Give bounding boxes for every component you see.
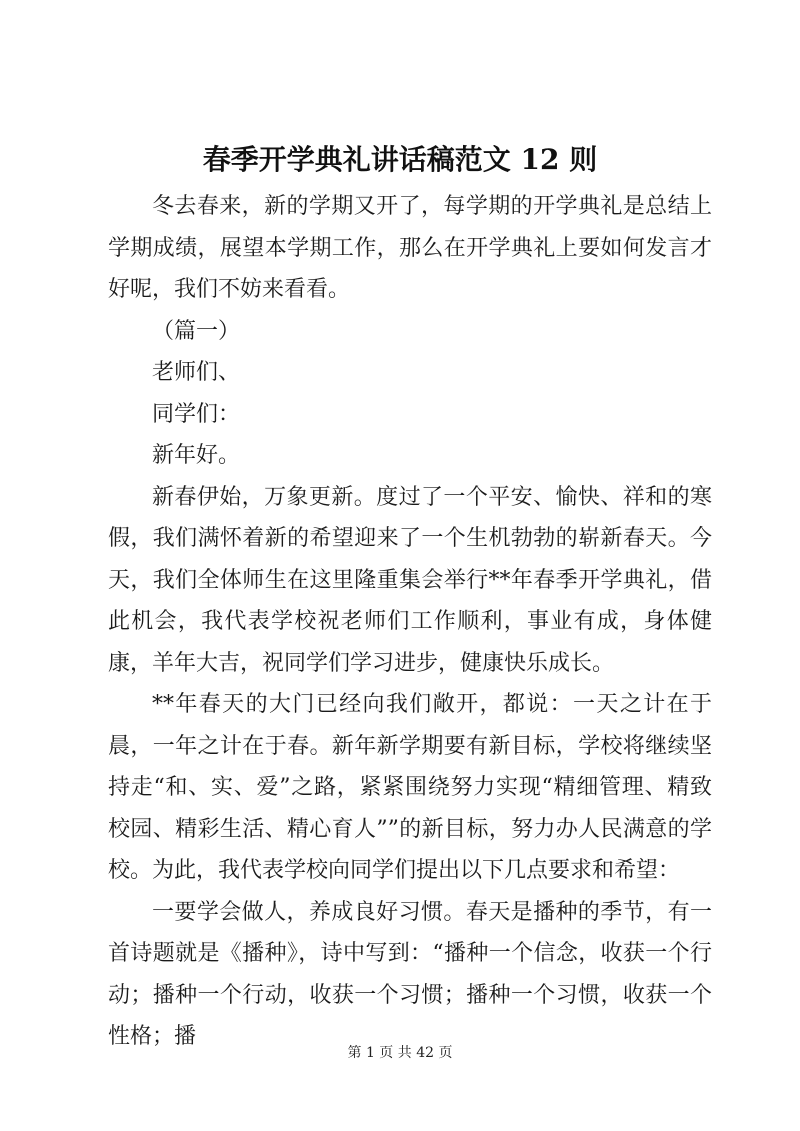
greeting: 新年好。: [152, 443, 241, 468]
body-paragraph: 新春伊始，万象更新。度过了一个平安、愉快、祥和的寒假，我们满怀着新的希望迎来了一个生机勃勃的崭新春天。今天，我们全体师生在这里隆重集会举行**年春季开学典礼，借此机会，我代表学校祝老师们工作顺利，事业有成，身体健康，羊年大吉，祝同学们学习进步，健康快乐成长。: [108, 484, 712, 676]
document-title: 春季开学典礼讲话稿范文 12 则: [202, 143, 598, 176]
page-number: 第 1 页 共 42 页: [347, 1045, 453, 1061]
page-footer: [0, 1043, 800, 1063]
section-heading: （篇一）: [152, 318, 241, 344]
body-paragraph: **年春天的大门已经向我们敞开，都说：一天之计在于晨，一年之计在于春。新年新学期要有新目标，学校将继续坚持走“和、实、爱”之路，紧紧围绕努力实现“精细管理、精致校园、精彩生活、精心育人””的新目标，努力办人民满意的学校。为此，我代表学校向同学们提出以下几点要求和希望：: [108, 692, 712, 883]
body-paragraph: 一要学会做人，养成良好习惯。春天是播种的季节，有一首诗题就是《播种》，诗中写到：“播种一个信念，收获一个行动；播种一个行动，收获一个习惯；播种一个习惯，收获一个性格；播: [108, 899, 712, 1049]
salutation-students: 同学们：: [152, 401, 241, 427]
intro-paragraph: 冬去春来，新的学期又开了，每学期的开学典礼是总结上学期成绩，展望本学期工作，那么在开学典礼上要如何发言才好呢，我们不妨来看看。: [108, 194, 712, 302]
salutation-teachers: 老师们、: [152, 360, 241, 385]
document-body: [108, 186, 712, 1058]
